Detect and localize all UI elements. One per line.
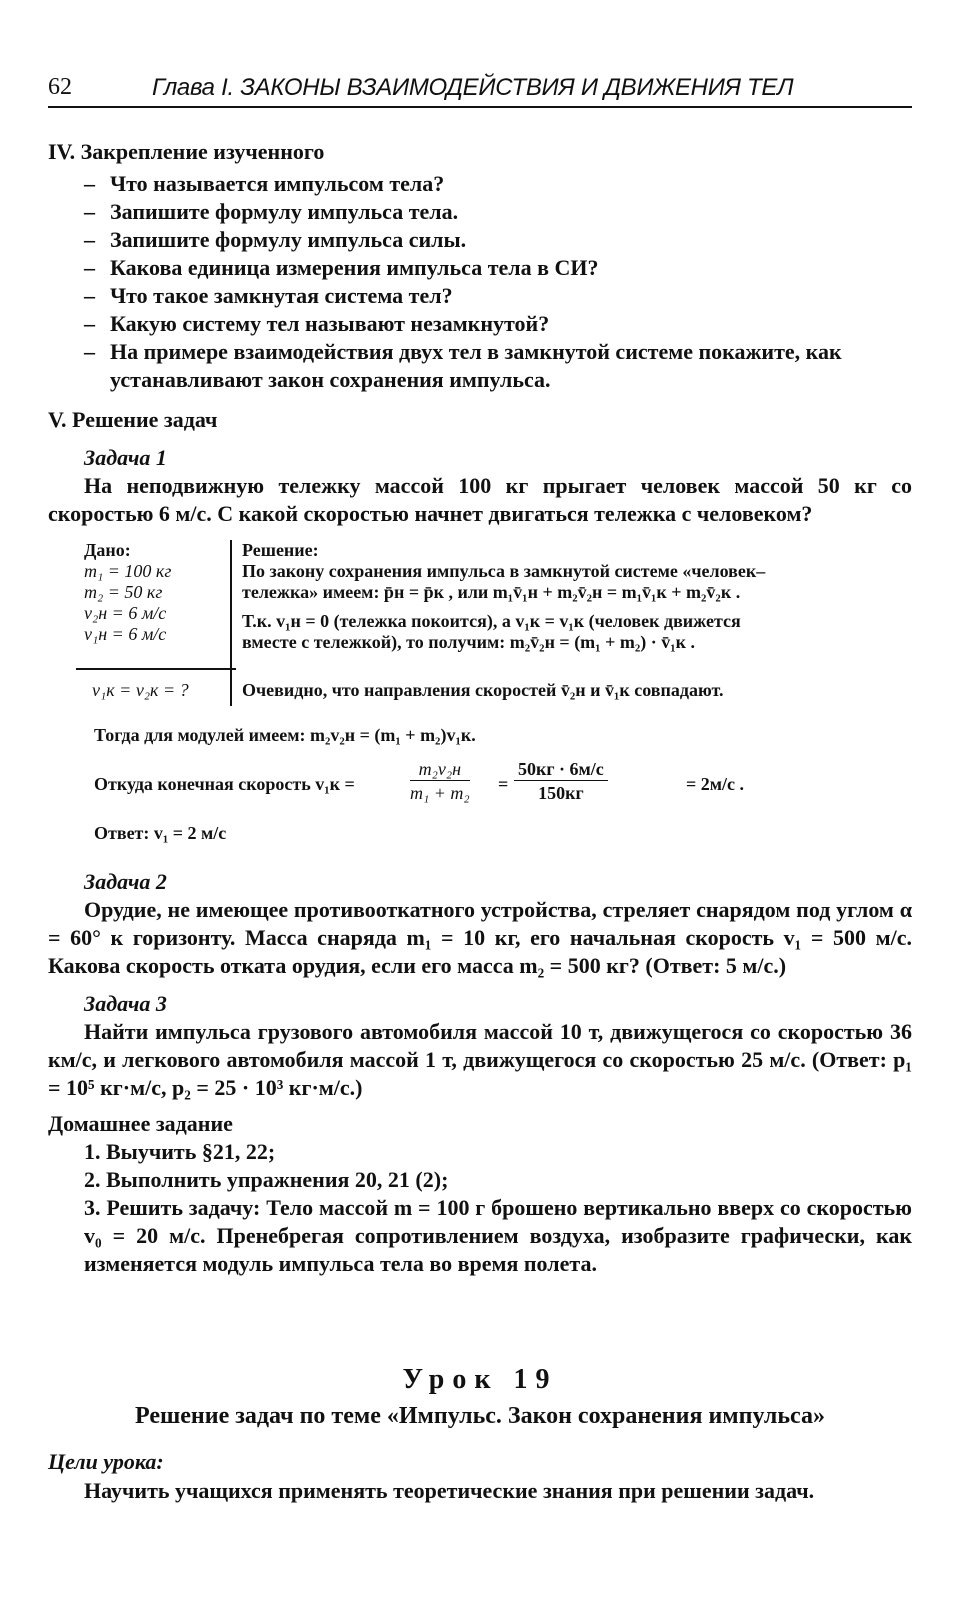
- given-divider: [76, 668, 236, 670]
- given-item: m₂ = 50 кг: [84, 582, 163, 602]
- task-1-text: На неподвижную тележку массой 100 кг прыгает человек массой 50 кг со скоростью 6 м/с. С какой скоростью начнет двигаться тележка с человеком?: [48, 473, 912, 526]
- question-item: – Запишите формулу импульса силы.: [84, 227, 467, 252]
- question-item: – Какова единица измерения импульса тела в СИ?: [84, 255, 599, 280]
- solution-line: Т.к. v₁н = 0 (тележка покоится), а v₁к = v₁к (человек движется: [242, 611, 741, 631]
- lesson-heading: Урок 19: [402, 1364, 558, 1395]
- given-label: Дано:: [84, 540, 131, 560]
- fraction-numeric: 50кг · 6м/с 150кг: [514, 758, 608, 805]
- question-item: – Что называется импульсом тела?: [84, 171, 445, 196]
- question-item: – Что такое замкнутая система тел?: [84, 283, 453, 308]
- task-3-label: Задача 3: [84, 991, 167, 1016]
- running-header: [48, 60, 912, 108]
- question-item: – Запишите формулу импульса тела.: [84, 199, 459, 224]
- page-number: 62: [48, 74, 72, 100]
- homework-item: 2. Выполнить упражнения 20, 21 (2);: [84, 1167, 449, 1192]
- solution-line: тележка» имеем: p̄н = p̄к , или m₁v̄₁н + m₂v̄₂н = m₁v̄₁к + m₂v̄₂к .: [242, 582, 741, 602]
- solution-column: [242, 540, 912, 700]
- given-item: v₂н = 6 м/с: [84, 603, 167, 623]
- given-item: v₁н = 6 м/с: [84, 624, 167, 644]
- fraction-symbolic: m₂v₂н m₁ + m₂: [410, 759, 470, 803]
- solution-line: По закону сохранения импульса в замкнутой системе «человек–: [242, 561, 766, 581]
- running-title: Глава I. ЗАКОНЫ ВЗАИМОДЕЙСТВИЯ И ДВИЖЕНИЯ ТЕЛ: [152, 74, 794, 101]
- lesson-goals-text: Научить учащихся применять теоретические знания при решении задач.: [84, 1478, 815, 1503]
- final-formula: Откуда конечная скорость v₁к = m₂v₂н m₁ + m₂ = 50кг · 6м/с 150кг = 2м/с .: [94, 759, 745, 803]
- homework-title: Домашнее задание: [48, 1111, 233, 1136]
- task-1-label: Задача 1: [84, 445, 167, 470]
- final-result: = 2м/с .: [686, 774, 745, 794]
- homework-item: 3. Решить задачу: Тело массой m = 100 г брошено вертикально вверх со скоростью v₀ = 20 м/с. Пренебрегая сопротивлением воздуха, изобразите графически, как изменяется модуль импульса тела во время полета.: [84, 1195, 912, 1276]
- task-2-label: Задача 2: [84, 869, 167, 894]
- homework-item: 1. Выучить §21, 22;: [84, 1139, 276, 1164]
- lesson-title: Решение задач по теме «Импульс. Закон сохранения импульса»: [135, 1403, 825, 1429]
- task-1-solution-table: [48, 540, 912, 722]
- book-page: [48, 60, 912, 1506]
- lesson-goals-label: Цели урока:: [48, 1449, 164, 1474]
- given-column: [84, 540, 228, 700]
- column-divider: [230, 540, 232, 706]
- modules-line: Тогда для модулей имеем: m₂v₂н = (m₁ + m₂)v₁к.: [94, 725, 476, 745]
- task-3-text: Найти импульса грузового автомобиля массой 10 т, движущегося со скоростью 36 км/с, и легкового автомобиля массой 1 т, движущегося со скоростью 25 м/с. (Ответ: p₁ = 10⁵ кг·м/с, p₂ = 25 · 10³ кг·м/с.): [48, 1019, 912, 1100]
- given-item: m₁ = 100 кг: [84, 561, 172, 581]
- section-5-title: V. Решение задач: [48, 407, 218, 432]
- task-1-answer: Ответ: v₁ = 2 м/с: [94, 823, 227, 843]
- solution-line: вместе с тележкой), то получим: m₂v̄₂н = (m₁ + m₂) · v̄₁к .: [242, 632, 695, 652]
- question-item: – На примере взаимодействия двух тел в замкнутой системе покажите, как устанавливают закон сохранения импульса.: [84, 339, 842, 392]
- section-4-title: IV. Закрепление изученного: [48, 139, 325, 164]
- solution-line: Очевидно, что направления скоростей v̄₂н и v̄₁к совпадают.: [242, 680, 724, 700]
- solution-label: Решение:: [242, 540, 319, 560]
- question-item: – Какую систему тел называют незамкнутой?: [84, 311, 550, 336]
- question-list: [48, 170, 912, 394]
- task-2-text: Орудие, не имеющее противооткатного устройства, стреляет снарядом под углом α = 60° к горизонту. Масса снаряда m₁ = 10 кг, его начальная скорость v₁ = 500 м/с. Какова скорость отката орудия, если его масса m₂ = 500 кг? (Ответ: 5 м/с.): [48, 897, 912, 978]
- final-formula-label: Откуда конечная скорость v₁к =: [94, 774, 355, 794]
- find-item: v₁к = v₂к = ?: [92, 680, 189, 700]
